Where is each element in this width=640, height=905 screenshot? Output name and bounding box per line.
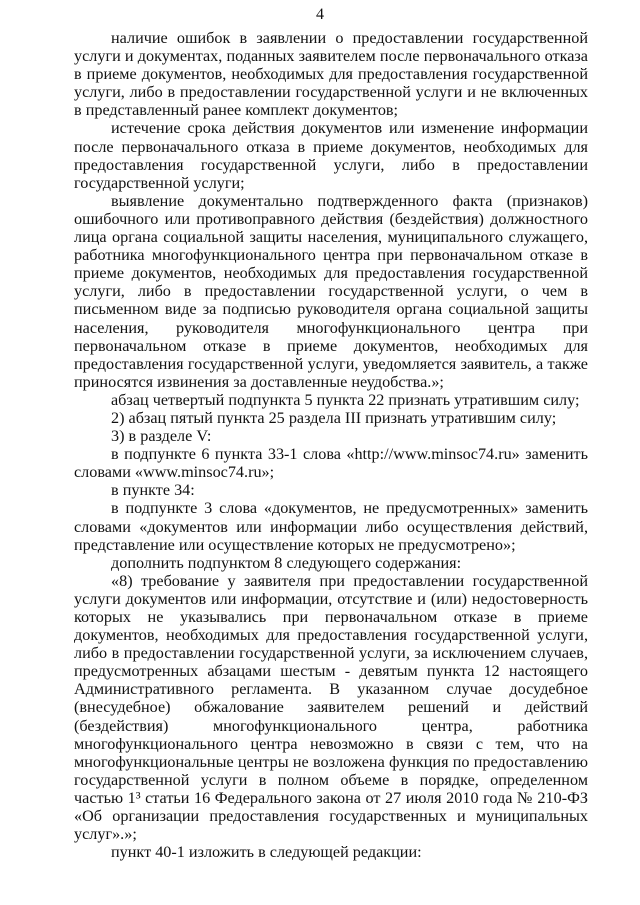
paragraph-unlawful-action: выявление документально подтвержденного факта (признаков) ошибочного или противоправного действия (бездействия) должностного лица органа социальной защиты населения, муниципального служащего, работника многофункционального центра при первоначальном отказе в приеме документов, необходимых для предоставления государственной услуги, либо в предоставлении государственной услуги, о чем в письменном виде за подписью руководителя органа социальной защиты населения, руководителя многофункционального центра при первоначальном отказе в приеме документов, необходимых для предоставления государственной услуги, уведомляется заявитель, а также приносятся извинения за доставленные неудобства.»;: [74, 191, 588, 391]
page-number: 4: [316, 6, 324, 23]
paragraph-errors-in-application: наличие ошибок в заявлении о предоставлении государственной услуги и документах, поданных заявителем после первоначального отказа в приеме документов, необходимых для предоставления государственной услуги, либо в предоставлении государственной услуги и не включенных в представленный ранее комплект документов;: [74, 29, 588, 120]
paragraph-point-34: в пункте 34:: [111, 481, 195, 500]
paragraph-add-subclause-8: дополнить подпунктом 8 следующего содержания:: [111, 553, 462, 572]
paragraph-subclause-3: в подпункте 3 слова «документов, не предусмотренных» заменить словами «документов или информации либо осуществления действий, представление или осуществление которых не предусмотрено»;: [74, 499, 588, 554]
document-body: [74, 29, 588, 861]
paragraph-document-expiry: истечение срока действия документов или изменение информации после первоначального отказа в приеме документов, необходимых для предоставления государственной услуги, либо в предоставлении государственной услуги;: [74, 119, 588, 192]
paragraph-point-25: 2) абзац пятый пункта 25 раздела III признать утратившим силу;: [111, 408, 557, 427]
paragraph-point-33-1: в подпункте 6 пункта 33-1 слова «http://www.minsoc74.ru» заменить словами «www.minsoc74.ru»;: [74, 445, 588, 482]
paragraph-section-v: 3) в разделе V:: [111, 427, 212, 446]
paragraph-subclause-8-text: «8) требование у заявителя при предоставлении государственной услуги документов или информации, отсутствие и (или) недостоверность которых не указывались при первоначальном отказе в приеме документов, необходимых для предоставления государственной услуги, либо в предоставлении государственной услуги, за исключением случаев, предусмотренных абзацами шестым - девятым пункта 12 настоящего Административного регламента. В указанном случае досудебное (внесудебное) обжалование заявителем решений и действий (бездействия) многофункционального центра, работника многофункционального центра невозможно в связи с тем, что на многофункциональные центры не возложена функция по предоставлению государственной услуги в полном объеме в порядке, определенном частью 1³ статьи 16 Федерального закона от 27 июля 2010 года № 210-ФЗ «Об организации предоставления государственных и муниципальных услуг».»;: [74, 571, 588, 844]
paragraph-subclause-5-point-22: абзац четвертый подпункта 5 пункта 22 признать утратившим силу;: [111, 390, 580, 409]
paragraph-point-40-1: пункт 40-1 изложить в следующей редакции:: [111, 843, 422, 862]
